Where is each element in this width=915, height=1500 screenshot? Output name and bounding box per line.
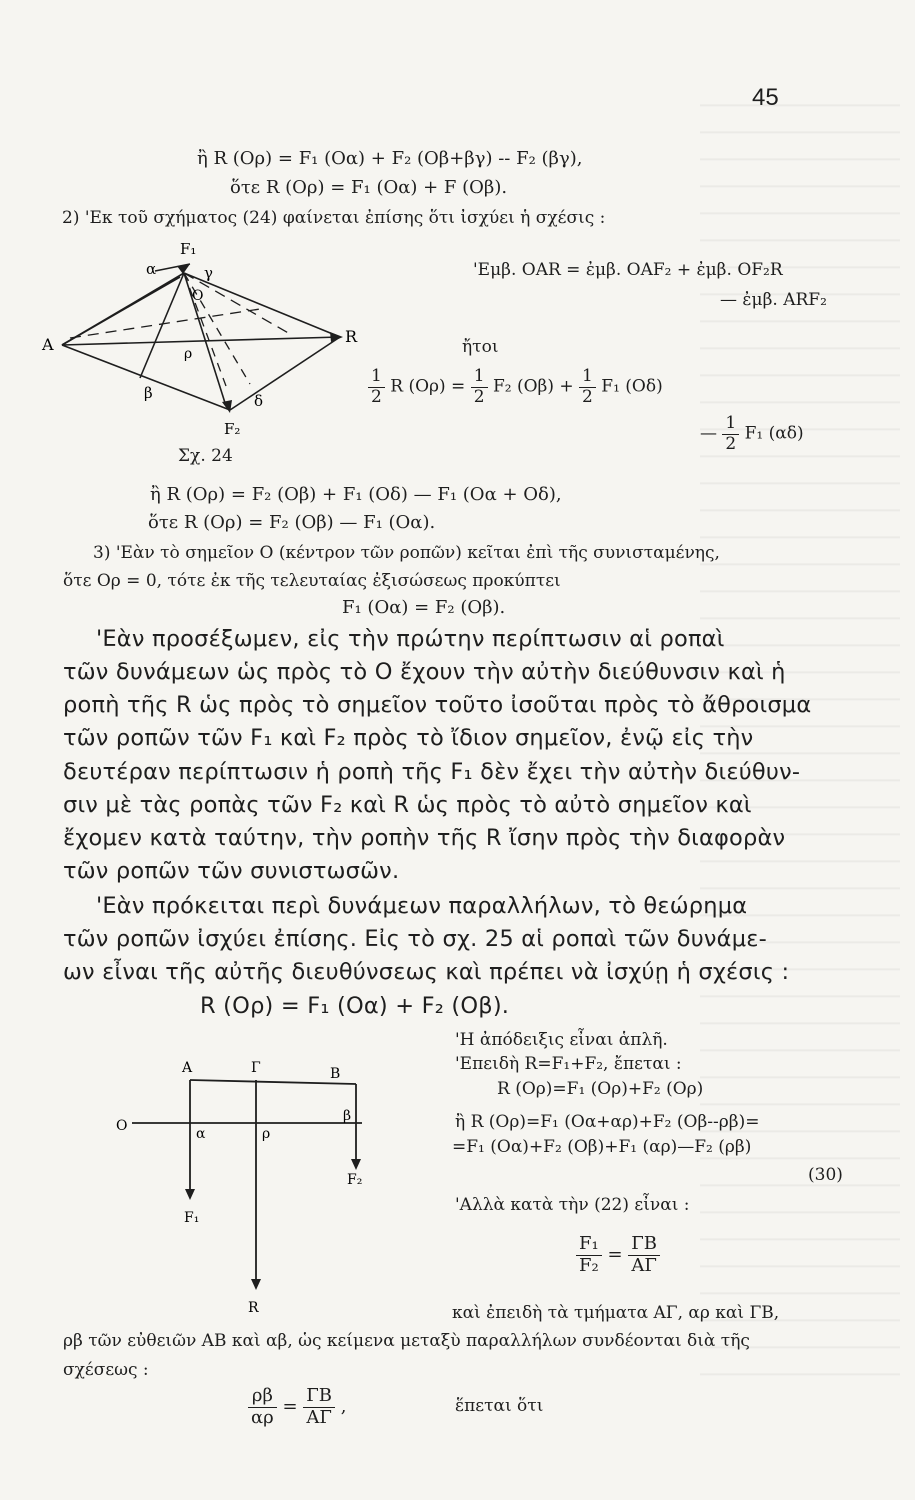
fig25-label-R: R: [248, 1300, 259, 1316]
final-tail: ἕπεται ὅτι: [455, 1396, 544, 1416]
fig24-line-O-beta: [140, 273, 184, 378]
para-line-6: σιν μὲ τὰς ροπὰς τῶν F₂ καὶ R ὡς πρὸς τὸ αὐτὸ σημεῖον καὶ: [63, 792, 752, 818]
fig24-label-F2: F₂: [224, 420, 241, 438]
fig24-label-gamma: γ: [204, 264, 213, 282]
para-line-3: ροπὴ τῆς R ὡς πρὸς τὸ σημεῖον τοῦτο ἰσοῦται πρὸς τὸ ἄθροισμα: [63, 692, 812, 718]
fig24-line-A-O: [62, 273, 184, 345]
fig24-label-rho: ρ: [184, 346, 193, 362]
emb-line-2: — ἐμβ. ARF₂: [720, 290, 827, 310]
frac-F1-F2: $\frac{\text{F₁}}{\text{F₂}}$: [576, 1234, 602, 1276]
fig24-dashed-2: [184, 273, 226, 386]
proof-line-1: 'Η ἀπόδειξις εἶναι ἁπλῆ.: [455, 1030, 668, 1050]
para-line-7: ἔχομεν κατὰ ταύτην, τὴν ροπὴν τῆς R ἴσην πρὸς τὴν διαφορὰν: [63, 825, 786, 851]
frac-GB-AG-2: $\frac{\Gamma B}{A\Gamma}$: [303, 1386, 335, 1428]
para-line-5: δευτέραν περίπτωσιν ἡ ροπὴ τῆς F₁ δὲν ἔχει τὴν αὐτὴν διεύθυν-: [63, 759, 801, 785]
itoi-word: ἤτοι: [462, 337, 499, 357]
fig24-label-alpha: α: [146, 260, 157, 278]
frac-half-2: $\frac{1}{2}$: [471, 367, 488, 407]
frac-half-4: $\frac{1}{2}$: [722, 414, 739, 454]
proof-line-6: 'Αλλὰ κατὰ τὴν (22) εἶναι :: [455, 1195, 690, 1215]
line-2: ὅτε R (Oρ) = F₁ (Oα) + F (Oβ).: [230, 177, 508, 198]
fig24-arrow-R: [330, 332, 343, 342]
frac-GB-AG: $\frac{\Gamma B}{A\Gamma}$: [628, 1234, 660, 1276]
para-line-4: τῶν ροπῶν τῶν F₁ καὶ F₂ πρὸς τὸ ἴδιον σημεῖον, ἐνῷ εἰς τὴν: [63, 725, 754, 751]
equation-half-line-2: — $\frac{1}{2}$ F₁ (αδ): [700, 413, 804, 454]
fig24-label-beta: β: [144, 384, 153, 402]
fig24-label-delta: δ: [254, 392, 264, 410]
para-line-2: τῶν δυνάμεων ὡς πρὸς τὸ O ἔχουν τὴν αὐτὴν διεύθυνσιν καὶ ἡ: [63, 659, 786, 685]
fig25-arrow-R: [251, 1279, 261, 1290]
fig25-label-F2: F₂: [347, 1172, 363, 1188]
figure-24: [40, 238, 380, 463]
frac-half-3: $\frac{1}{2}$: [579, 367, 596, 407]
para-line-1: 'Εὰν προσέξωμεν, εἰς τὴν πρώτην περίπτωσιν αἱ ροπαὶ: [96, 626, 725, 652]
figure-24-caption: Σχ. 24: [178, 446, 233, 466]
line-10: 3) 'Εὰν τὸ σημεῖον O (κέντρον τῶν ροπῶν) κεῖται ἐπὶ τῆς συνισταμένης,: [93, 543, 720, 563]
bottom-line-3: σχέσεως :: [63, 1360, 149, 1380]
ratio-equation: $\frac{\text{F₁}}{\text{F₂}}$ = $\frac{\Gamma B}{A\Gamma}$: [576, 1234, 660, 1276]
fig25-arrow-F1: [185, 1189, 195, 1200]
page-number: 45: [752, 84, 779, 111]
bottom-line-2: ρβ τῶν εὐθειῶν AB καὶ αβ, ὡς κείμενα μεταξὺ παραλλήλων συνδέονται διὰ τῆς: [63, 1331, 750, 1351]
para-line-10: τῶν ροπῶν ἰσχύει ἐπίσης. Εἰς τὸ σχ. 25 αἱ ροπαὶ τῶν δυνάμε-: [63, 926, 767, 952]
para-line-12: R (Oρ) = F₁ (Oα) + F₂ (Oβ).: [200, 993, 510, 1019]
para-line-9: 'Εὰν πρόκειται περὶ δυνάμεων παραλλήλων, τὸ θεώρημα: [96, 893, 748, 919]
frac-rb-ar: $\frac{\rho\beta}{\alpha\rho}$: [248, 1386, 277, 1428]
line-11: ὅτε Oρ = 0, τότε ἐκ τῆς τελευταίας ἐξισώσεως προκύπτει: [63, 571, 561, 591]
fig25-label-alpha: α: [196, 1126, 206, 1142]
fig24-label-A: A: [42, 335, 54, 354]
fig24-line-F2-R: [230, 337, 340, 410]
line-9: ὅτε R (Oρ) = F₂ (Oβ) — F₁ (Oα).: [148, 512, 436, 533]
fig24-line-O-R: [184, 273, 340, 337]
line-3: 2) 'Εκ τοῦ σχήματος (24) φαίνεται ἐπίσης ὅτι ἰσχύει ἡ σχέσις :: [62, 208, 606, 228]
bottom-line-1: καὶ ἐπειδὴ τὰ τμήματα AΓ, αρ καὶ ΓB,: [452, 1303, 780, 1323]
line-12: F₁ (Oα) = F₂ (Oβ).: [342, 597, 506, 618]
fig24-arrow-F2: [222, 400, 232, 413]
fig25-label-rho: ρ: [262, 1126, 271, 1142]
line-1: ἢ R (Oρ) = F₁ (Oα) + F₂ (Oβ+βγ) -- F₂ (βγ),: [197, 148, 583, 169]
fig24-label-O: O: [192, 288, 204, 304]
fig24-label-R: R: [345, 327, 358, 346]
fig24-line-A-R: [62, 337, 340, 345]
fig25-label-beta: β: [343, 1108, 352, 1124]
fig25-label-F1: F₁: [184, 1210, 200, 1226]
fig25-label-O: O: [116, 1118, 128, 1134]
proof-line-4: ἢ R (Oρ)=F₁ (Oα+αρ)+F₂ (Oβ--ρβ)=: [455, 1112, 760, 1132]
fig25-arrow-F2: [351, 1159, 361, 1170]
equation-number: (30): [808, 1165, 843, 1185]
equation-half-line-1: $\frac{1}{2}$ R (Oρ) = $\frac{1}{2}$ F₂ (Oβ) + $\frac{1}{2}$ F₁ (Oδ): [368, 367, 663, 407]
emb-line-1: 'Εμβ. OAR = ἐμβ. OAF₂ + ἐμβ. OF₂R: [473, 260, 783, 280]
final-equation: $\frac{\rho\beta}{\alpha\rho}$ = $\frac{\Gamma B}{A\Gamma}$ ,: [248, 1386, 346, 1428]
line-8: ἢ R (Oρ) = F₂ (Oβ) + F₁ (Oδ) — F₁ (Oα + Oδ),: [150, 484, 562, 505]
proof-line-3: R (Oρ)=F₁ (Oρ)+F₂ (Oρ): [497, 1079, 704, 1099]
fig25-label-A: A: [182, 1060, 193, 1076]
fig25-label-B: B: [330, 1066, 341, 1082]
frac-half-1: $\frac{1}{2}$: [368, 367, 385, 407]
para-line-8: τῶν ροπῶν τῶν συνιστωσῶν.: [63, 858, 400, 884]
proof-line-5: =F₁ (Oα)+F₂ (Oβ)+F₁ (αρ)—F₂ (ρβ): [452, 1137, 752, 1157]
para-line-11: ων εἶναι τῆς αὐτῆς διευθύνσεως καὶ πρέπει νὰ ἰσχύῃ ἡ σχέσις :: [63, 959, 790, 985]
fig25-label-Gamma: Γ: [251, 1060, 261, 1076]
fig24-label-F1: F₁: [180, 240, 197, 258]
proof-line-2: 'Επειδὴ R=F₁+F₂, ἔπεται :: [455, 1054, 682, 1074]
figure-25: [110, 1050, 390, 1320]
